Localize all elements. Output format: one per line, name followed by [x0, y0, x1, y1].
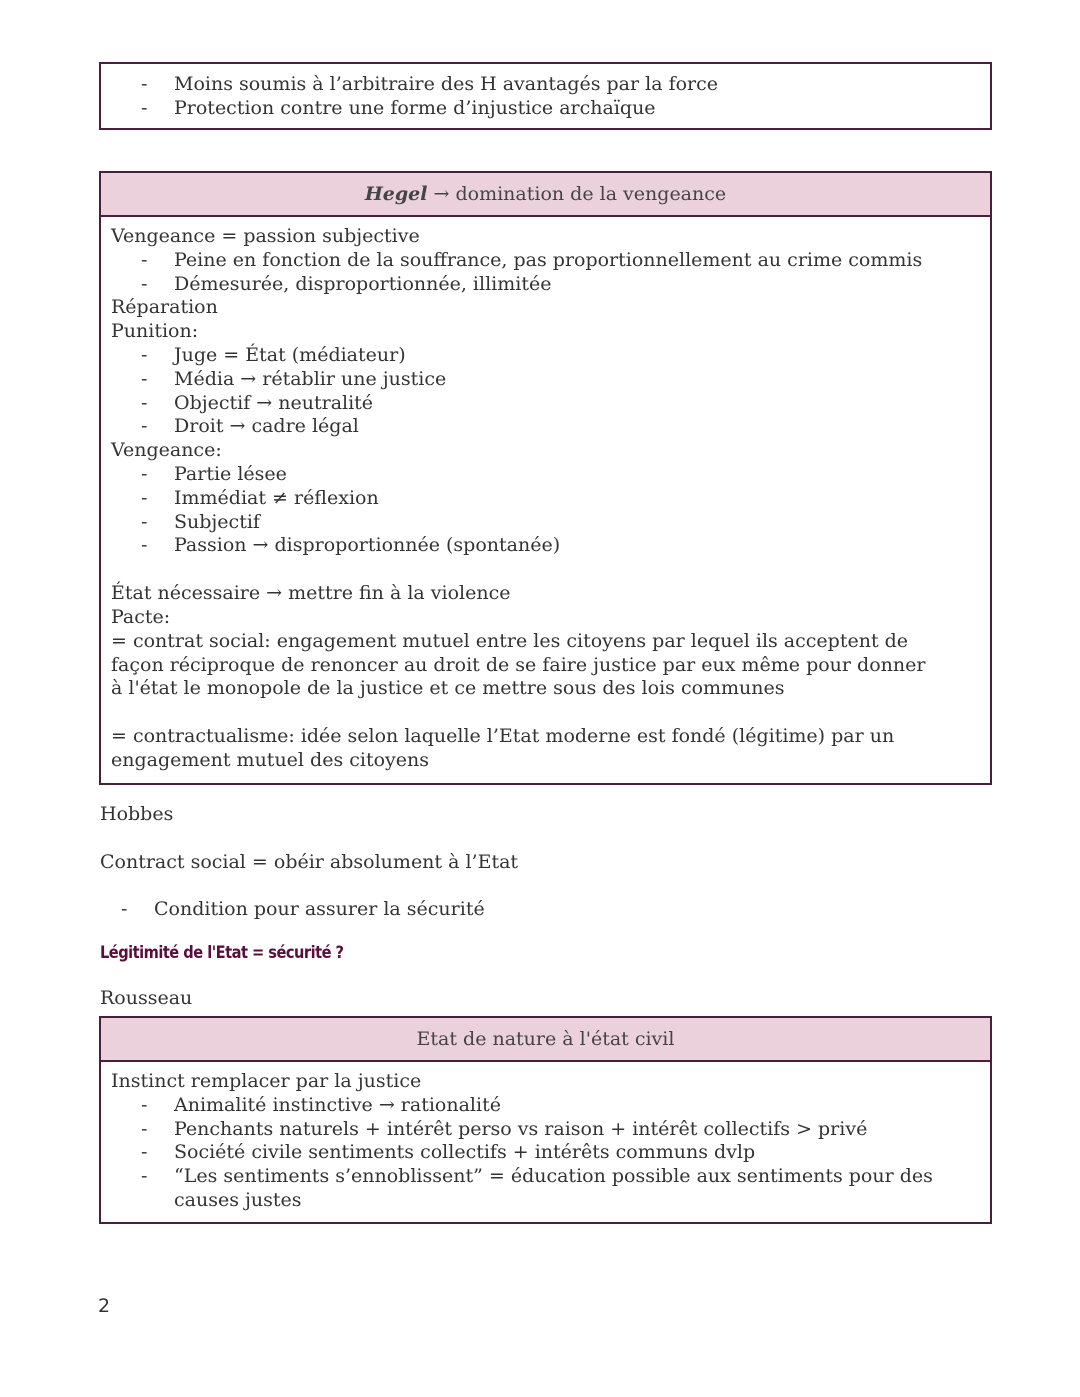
section-heading: Légitimité de l'Etat = sécurité ?	[100, 943, 344, 963]
list-item: - Animalité instinctive → rationalité	[111, 1094, 980, 1118]
list-item: - Média → rétablir une justice	[111, 368, 980, 392]
list-item: - Démesurée, disproportionnée, illimitée	[111, 273, 980, 297]
reparation-label: Réparation	[111, 296, 218, 319]
list-item: - Passion → disproportionnée (spontanée)	[111, 534, 980, 558]
list-item: - Juge = État (médiateur)	[111, 344, 980, 368]
contrat-social-definition: = contrat social: engagement mutuel entre les citoyens par lequel ils acceptent de façon réciproque de renoncer au droit de se faire justice par eux même pour donner à l'état le monopole de la justice et ce mettre sous des lois communes	[111, 629, 926, 700]
pacte-label: Pacte:	[111, 605, 171, 628]
list-item: - Protection contre une forme d’injustice archaïque	[111, 97, 980, 121]
instinct-line: Instinct remplacer par la justice	[111, 1070, 422, 1092]
list-item: - Immédiat ≠ réflexion	[111, 487, 980, 511]
list-item: - Objectif → neutralité	[111, 392, 980, 416]
list-item: - Droit → cadre légal	[111, 415, 980, 439]
contractualisme-definition: = contractualisme: idée selon laquelle l’Etat moderne est fondé (légitime) par un engagement mutuel des citoyens	[111, 725, 895, 771]
list-item: - “Les sentiments s’ennoblissent” = éducation possible aux sentiments pour des causes justes	[111, 1165, 974, 1213]
rousseau-name: Rousseau	[100, 987, 193, 1009]
hobbes-name: Hobbes	[100, 803, 174, 825]
hegel-subtitle: → domination de la vengeance	[427, 183, 727, 205]
list-item: - Subjectif	[111, 511, 980, 535]
rousseau-box-body	[101, 1062, 990, 1219]
vengeance-label: Vengeance:	[111, 439, 222, 462]
hegel-name: Hegel	[364, 183, 428, 205]
list-item: - Société civile sentiments collectifs + intérêts communs dvlp	[111, 1141, 980, 1165]
list-item: - Moins soumis à l’arbitraire des H avantagés par la force	[111, 73, 980, 97]
vengeance-definition: Vengeance = passion subjective	[111, 225, 420, 247]
continuation-box	[99, 62, 992, 130]
page-number: 2	[98, 1295, 111, 1317]
list-item: - Penchants naturels + intérêt perso vs raison + intérêt collectifs > privé	[111, 1118, 980, 1142]
list-item: - Condition pour assurer la sécurité	[91, 897, 485, 921]
rousseau-box-title: Etat de nature à l'état civil	[101, 1018, 990, 1062]
punition-label: Punition:	[111, 320, 199, 343]
list-item: - Partie lésee	[111, 463, 980, 487]
hegel-box-title	[101, 173, 990, 217]
hegel-box-body	[101, 217, 990, 779]
hobbes-contract-line: Contract social = obéir absolument à l’Etat	[100, 851, 519, 873]
hegel-box	[99, 171, 992, 785]
list-item: - Peine en fonction de la souffrance, pas proportionnellement au crime commis	[111, 249, 980, 273]
etat-necessaire: État nécessaire → mettre fin à la violence	[111, 582, 511, 605]
rousseau-box	[99, 1016, 992, 1224]
